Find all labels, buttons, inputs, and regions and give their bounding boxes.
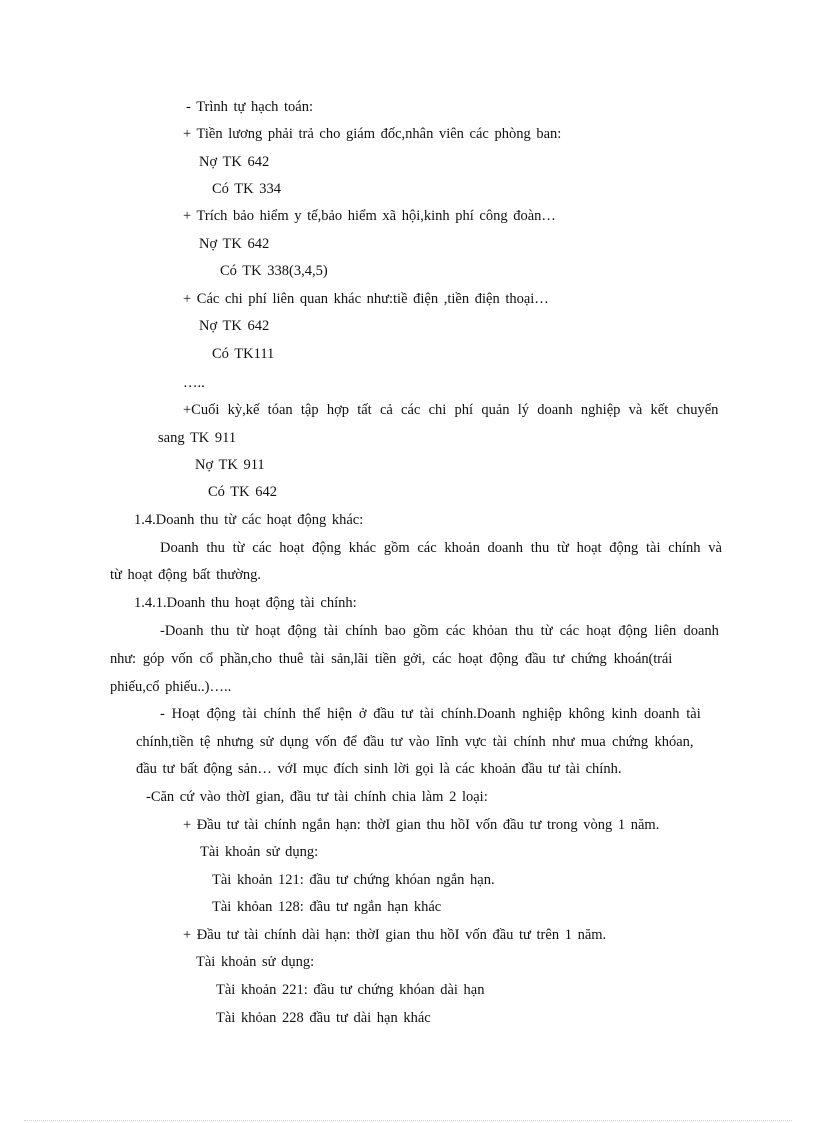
line-financial-activity: - Hoạt động tài chính thể hiện ở đầu tư tài chính.Doanh nghiệp không kinh doanh tài <box>160 706 701 722</box>
heading-1-4-1: 1.4.1.Doanh thu hoạt động tài chính: <box>134 595 357 611</box>
line-other-revenue-desc: Doanh thu từ các hoạt động khác gồm các khoản doanh thu từ hoạt động tài chính và <box>160 540 722 556</box>
page-bottom-divider <box>24 1120 792 1121</box>
line-insurance-deduction: + Trích bảo hiểm y tế,bảo hiểm xã hội,kinh phí công đoàn… <box>183 208 556 224</box>
line-to-tk-911: sang TK 911 <box>158 430 237 446</box>
line-period-end-transfer: +Cuối kỳ,kế tóan tập hợp tất cả các chi phí quản lý doanh nghiệp và kết chuyển <box>183 402 719 418</box>
line-accounting-sequence: - Trình tự hạch toán: <box>186 99 314 115</box>
line-account-221: Tài khoản 221: đầu tư chứng khóan dài hạn <box>216 982 485 998</box>
line-credit-111: Có TK111 <box>212 346 275 362</box>
line-debit-642-c: Nợ TK 642 <box>199 318 270 334</box>
line-debit-642-b: Nợ TK 642 <box>199 236 270 252</box>
line-account-121: Tài khoản 121: đầu tư chứng khóan ngắn hạn. <box>212 872 495 888</box>
line-stocks-bonds: phiếu,cổ phiếu..)….. <box>110 679 232 695</box>
line-financial-investment: chính,tiền tệ nhưng sử dụng vốn để đầu tư vào lĩnh vực tài chính như mua chứng khóan, <box>136 734 694 750</box>
line-other-expenses: + Các chi phí liên quan khác như:tiề điện ,tiền điện thoại… <box>183 291 549 307</box>
line-financial-revenue-desc: -Doanh thu từ hoạt động tài chính bao gồm các khỏan thu từ các hoạt động liên doanh <box>160 623 719 639</box>
line-short-term-investment: + Đầu tư tài chính ngắn hạn: thờI gian thu hồI vốn đầu tư trong vòng 1 năm. <box>183 817 660 833</box>
line-credit-338: Có TK 338(3,4,5) <box>220 263 328 279</box>
line-credit-334: Có TK 334 <box>212 181 281 197</box>
line-accounts-used-b: Tài khoản sử dụng: <box>196 954 315 970</box>
line-account-128: Tài khỏan 128: đầu tư ngắn hạn khác <box>212 899 442 915</box>
line-ellipsis: ….. <box>183 375 205 391</box>
line-accounts-used-a: Tài khoản sử dụng: <box>200 844 319 860</box>
line-financial-revenue-examples: như: góp vốn cổ phần,cho thuê tài sản,lãi tiền gởi, các hoạt động đầu tư chứng khoán(trái <box>110 651 673 667</box>
line-credit-642: Có TK 642 <box>208 484 277 500</box>
line-irregular-activities: từ hoạt động bất thường. <box>110 567 261 583</box>
line-investment-purpose: đầu tư bất động sản… vớI mục đích sinh lời gọi là các khoản đầu tư tài chính. <box>136 761 622 777</box>
heading-1-4: 1.4.Doanh thu từ các hoạt động khác: <box>134 512 364 528</box>
line-classification: -Căn cứ vào thờI gian, đầu tư tài chính chia làm 2 loại: <box>146 789 488 805</box>
line-debit-911: Nợ TK 911 <box>195 457 265 473</box>
line-debit-642-a: Nợ TK 642 <box>199 154 270 170</box>
line-long-term-investment: + Đầu tư tài chính dài hạn: thờI gian thu hồI vốn đầu tư trên 1 năm. <box>183 927 607 943</box>
line-salary-payable: + Tiền lương phải trả cho giám đốc,nhân viên các phòng ban: <box>183 126 562 142</box>
line-account-228: Tài khỏan 228 đầu tư dài hạn khác <box>216 1010 431 1026</box>
